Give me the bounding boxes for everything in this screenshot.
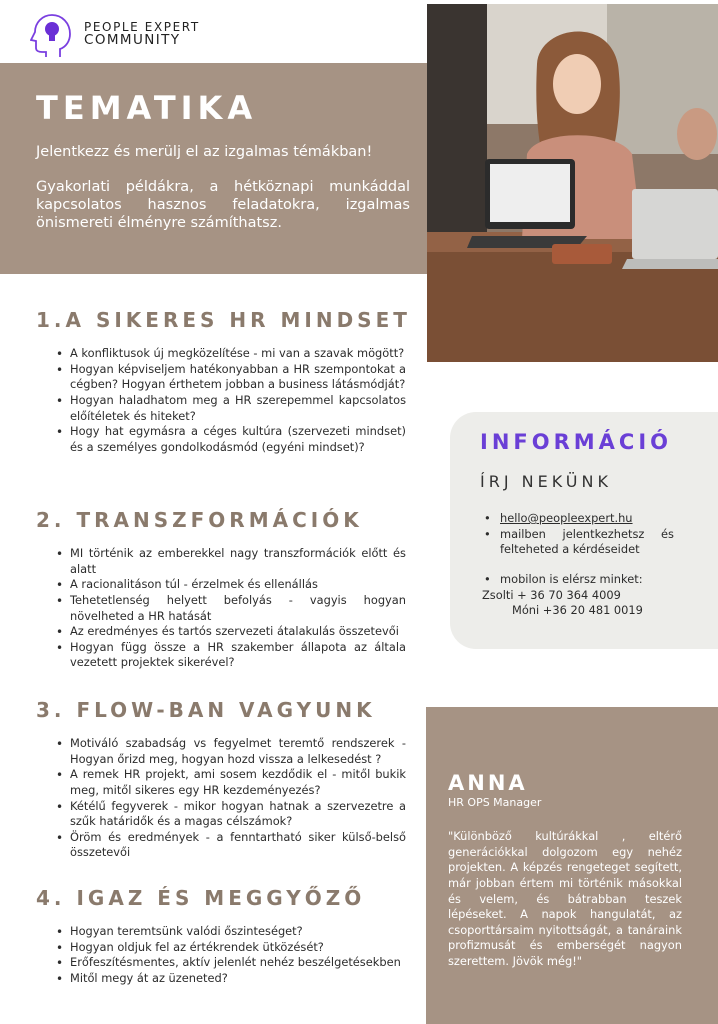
list-item: • Hogyan függ össze a HR szakember állapota az általa vezetett projektek sikerével?: [56, 640, 406, 671]
page-title: TEMATIKA: [36, 89, 258, 127]
list-item: • A racionalitáson túl - érzelmek és ellenállás: [56, 577, 406, 593]
list-item: • Hogyan haladhatom meg a HR szerepemmel kapcsolatos előítéletek és hiteket?: [56, 393, 406, 424]
topic-list: [56, 346, 406, 455]
section-honest: [36, 886, 406, 987]
contact-email-item: [484, 511, 674, 527]
intro-band: [0, 63, 430, 274]
photo-icon: [427, 4, 718, 362]
list-item: • Hogyan képviseljem hatékonyabban a HR szempontokat a cégben? Hogyan érthetem jobban a business látásmódját?: [56, 362, 406, 393]
list-item: • Mitől megy át az üzeneted?: [56, 971, 406, 987]
list-item: • A remek HR projekt, ami sosem kezdődik el - mitől bukik meg, mitől sikeres egy HR kezdeményezés?: [56, 767, 406, 798]
list-item: • Az eredményes és tartós szervezeti átalakulás összetevői: [56, 624, 406, 640]
head-lightbulb-icon: [30, 7, 76, 61]
section-title: 4. IGAZ ÉS MEGGYŐZŐ: [36, 886, 366, 910]
contact-mobile-item: • mobilon is elérsz minket:: [484, 572, 674, 588]
info-subtitle: ÍRJ NEKÜNK: [480, 472, 612, 491]
testimonial-name: ANNA: [448, 771, 528, 795]
contact-mail-item: • mailben jelentkezhetsz és felteheted a kérdéseidet: [484, 527, 674, 558]
section-flow: [36, 698, 406, 861]
info-card: [450, 412, 718, 649]
phone-moni[interactable]: Móni +36 20 481 0019: [512, 603, 643, 618]
list-item: • Tehetetlenség helyett befolyás - vagyis hogyan növelheted a HR hatását: [56, 593, 406, 624]
list-item: • A konfliktusok új megközelítése - mi van a szavak mögött?: [56, 346, 406, 362]
section-title: 3. FLOW-BAN VAGYUNK: [36, 698, 376, 722]
list-item: • Motiváló szabadság vs fegyelmet teremtő rendszerek - Hogyan őrizd meg, hogyan hozd vissza a lelkesedést ?: [56, 736, 406, 767]
list-item: • Hogy hat egymásra a céges kultúra (szervezeti mindset) és a személyes gondolkodásmód (egyéni mindset)?: [56, 424, 406, 455]
section-transformations: [36, 508, 406, 671]
list-item: • Hogyan oldjuk fel az értékrendek ütközését?: [56, 940, 406, 956]
list-item: • MI történik az emberekkel nagy transzformációk előtt és alatt: [56, 546, 406, 577]
list-item: • Hogyan teremtsünk valódi őszinteséget?: [56, 924, 406, 940]
testimonial-role: HR OPS Manager: [448, 796, 542, 809]
brand-logo: [30, 6, 230, 62]
brand-line-2: COMMUNITY: [84, 32, 181, 49]
topic-list: [56, 736, 406, 861]
info-title: INFORMÁCIÓ: [480, 430, 672, 454]
topic-list: [56, 546, 406, 671]
email-link[interactable]: hello@peopleexpert.hu: [500, 511, 633, 525]
section-mindset: [36, 308, 411, 455]
office-photo: [427, 4, 718, 362]
testimonial-quote: "Különböző kultúrákkal , eltérő generációkkal dolgozom egy nehéz projekten. A képzés rengeteget segített, már jobban értem mi történik másokkal és velem, és bátrabban teszek lépéseket. A napok hangulatát, az csoporttársaim nyitottságát, a tanáraink profizmusát és emberségét nagyon szerettem. Jövök még!": [448, 829, 682, 968]
intro-description: Gyakorlati példákra, a hétköznapi munkáddal kapcsolatos hasznos feladatokra, izgalmas önismereti élményre számíthatsz.: [36, 179, 410, 232]
contact-list: [484, 511, 718, 588]
brand-line-1: PEOPLE EXPERT: [84, 19, 200, 34]
intro-lead: Jelentkezz és merülj el az izgalmas témákban!: [36, 144, 373, 160]
list-item: • Kétélű fegyverek - mikor hogyan hatnak a szervezetre a szűk határidők és a magas célszámok?: [56, 799, 406, 830]
list-item: • Öröm és eredmények - a fenntartható siker külső-belső összetevői: [56, 830, 406, 861]
testimonial-card: [426, 707, 718, 1024]
section-title: 1.A SIKERES HR MINDSET: [36, 308, 411, 332]
section-title: 2. TRANSZFORMÁCIÓK: [36, 508, 363, 532]
topic-list: [56, 924, 406, 987]
list-item: • Erőfeszítésmentes, aktív jelenlét nehéz beszélgetésekben: [56, 955, 406, 971]
phone-zsolti[interactable]: Zsolti + 36 70 364 4009: [482, 587, 621, 602]
